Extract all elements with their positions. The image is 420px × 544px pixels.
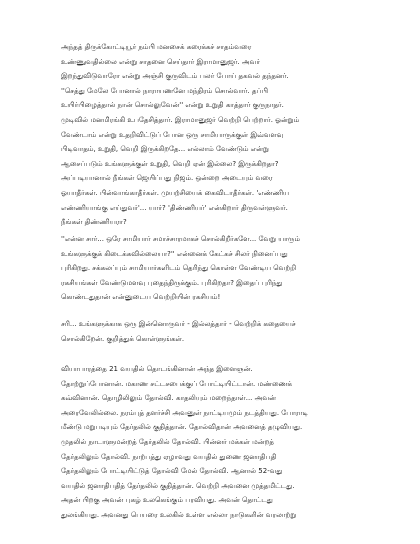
text-line: துலங்கியது. அவனது பெயரை உலகில் உள்ள எல்லா நாடுகளின் வரலாற்று [61,510,297,519]
text-line: வயதில் ஜனாதிபதித் தேர்தலில் குதித்தான். வெற்றி அவனை முத்தமிட்டது. [61,481,295,490]
text-line: நீங்கள் திண்ணியரா? [61,218,127,227]
paragraph-3 [61,317,363,346]
text-line: ''என்ன சார்... ஒரே சாமியார் சமாச்சாரமாகச் சொல்கிறீர்களே... வேறு யாரும் [61,235,301,243]
text-line: ''செத்து மேலே போனால் நாராயணனே மந்திரம் சொல்வார். தப்பி [61,86,269,95]
text-line: வேண்டாம் என்று உதறிவிட்டுப் போன ஒரு சாமியாருக்குள் இவ்வளவு [61,130,284,139]
text-line: எண்ணியாங்கு எய்துவர்'... யார்? 'திண்ணியர்' என்கிறார் திருவள்ளுவர். [61,203,288,212]
text-line: உங்களுக்குக் கிடைக்கவில்லையா?'' என்னைக் கேட்கச் சிலர் நினைப்பது [61,249,288,258]
text-line: மீண்டு மறுபடியும் தேர்தலில் குதித்தான். தோல்விதான் அவனைத் தழுவியது. [61,423,303,432]
text-line: தோற்றுப்போனான். மகாண சட்டசபைக்குப் போட்டியிட்டான். மண்ணைக் [61,379,292,388]
text-line: சரி... உங்களுக்காக ஒரு இன்னொருவர் - இல்லத்தார் - வெற்றிக் கதையைச் [61,320,296,328]
text-line: அந்தத் திருக்கோட்டியூர் நம்பி மனசைக் கரைக்கச் சாதம்வரை [61,43,252,51]
text-line: முடிவில் மனமிரங்கி உபதேசித்தார். இராமானுஜர் வெற்றி பெற்றார். ஓன்றும் [61,115,300,124]
paragraph-2 [61,232,363,305]
text-line: வியாபாரத்தை 21 வயதில் தொடங்கினான் அந்த இளைஞன். [61,365,253,373]
text-line: தேர்தலிலும் தோல்வி. நாற்பத்து ஏழாவது வயதில் துணை ஜனாதிபதி [61,452,277,461]
text-line: ரகசியங்கள் வேண்டுமளவு புதைந்திருக்கும். புரிகிறதா? இதைப் புரிந்து [61,278,283,287]
text-line: அப்படியானால் நீங்கள் ஜெயிப்பது நிஜம். ஒன்றை அடையும் வரை [61,174,273,183]
text-line: சொல்கிறேன். குறித்துக் கொள்ளுங்கள். [61,334,185,343]
text-line: தேர்தலிலும் போட்டியிட்டுத் தோல்வி மேல் தோல்வி. ஆனால் 52-வது [61,467,283,476]
text-line: புரிகிறது. சக்கலப்பும் சாமியார்களிடம் தெரிந்து கொள்ள வேண்டிய வெற்றி [61,264,297,273]
text-line: இறந்துவிடுவாரோ என்று அஞ்சி குருவிடம் பலர் போய் தகவல் தந்தனர். [61,72,289,81]
text-line: அதன் பிறகு அவன் புகழ் உலகெங்கும் பரவியது. அவன் தொட்டது [61,496,273,505]
text-line: முதலில் நாடாளுமன்றத் தேர்தலில் தோல்வி. பின்னர் மக்கள் மன்றத் [61,437,274,446]
text-line: அரைவேலில்லை. நரம்புத் தளர்ச்சி அவனுள் நாட்டியமும் நடத்தியது. போராடி [61,408,308,417]
text-line: உயிர்பிழைத்தால் நான் சொல்லுவேன்'' என்று உறுதி காத்தார் குருநாதர். [61,101,284,110]
paragraph-4 [61,362,363,523]
text-line: கவ்வினான். தொழிலிலும் தோல்வி. காதலியும் மறைந்தாள்... அவன் [61,394,276,403]
text-line: ஓயாதீர்கள். பின்வாங்காதீர்கள். முயற்சியைக் கைவிடாதீர்கள். 'எண்ணிய [61,188,290,197]
text-line: ஆசைப்படும் உங்களுக்குள் உறுதி, வெறி ஏன் இல்லை? இருக்கிறதா? [61,159,279,168]
paragraph-1 [61,40,363,230]
text-line: கொண்டதுதான் என்னுடைய வெற்றியின் ரகசியம்! [61,293,221,302]
text-line: பிடிவாதம், உறுதி, வெறி இருக்கிறதே... எல்லாம் வேண்டும் என்று [61,145,269,154]
text-line: உண்ணுவதில்லை என்று சாதனை செய்தார் இராமானுஜர். அவர் [61,57,261,66]
